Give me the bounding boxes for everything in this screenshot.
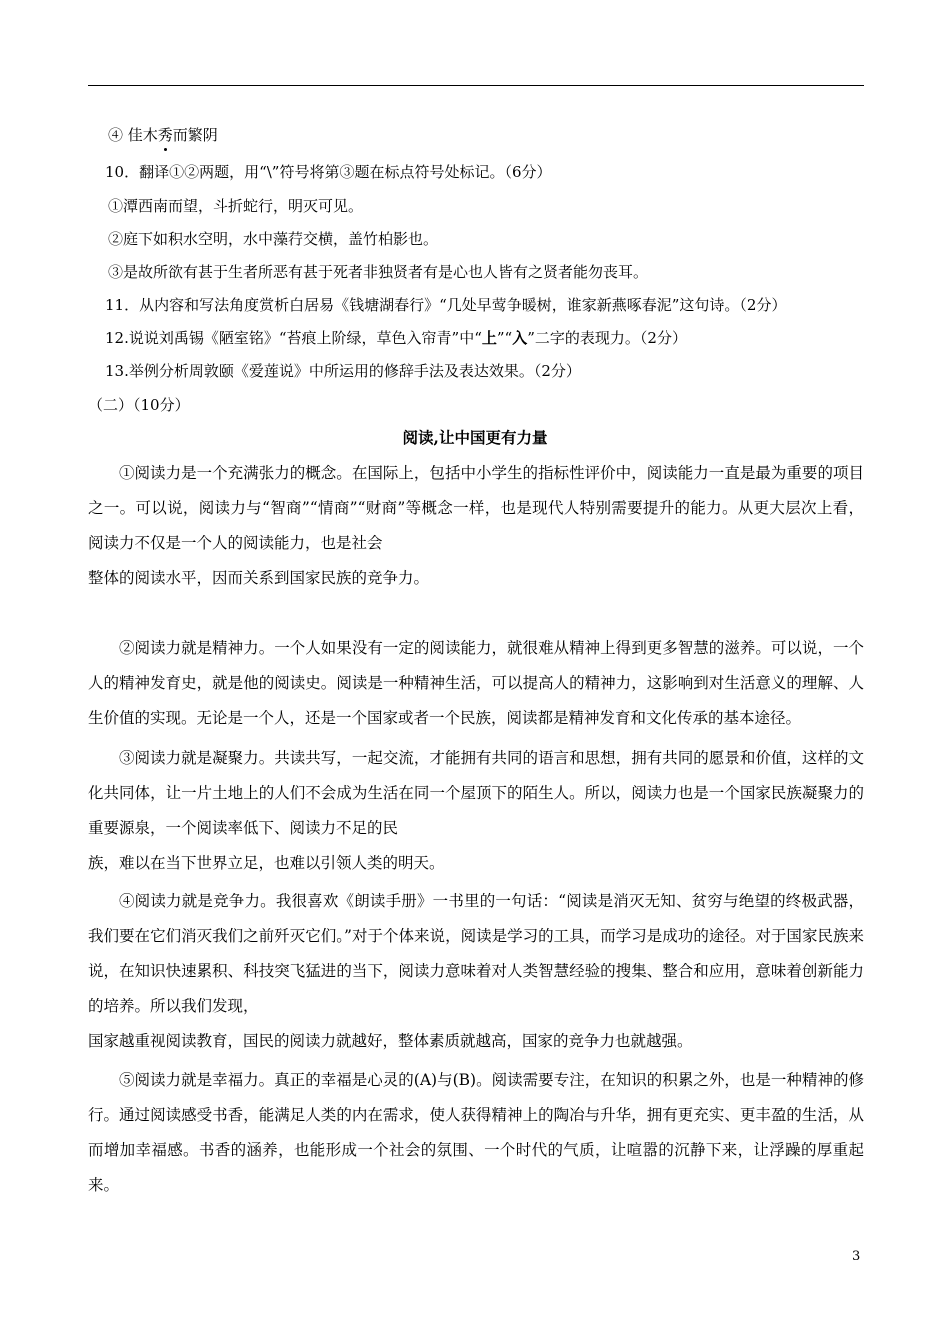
article-title: 阅读,让中国更有力量 — [402, 428, 548, 447]
question-11: 11．从内容和写法角度赏析白居易《钱塘湖春行》“几处早莺争暖树，谁家新燕啄春泥”这句诗。（2分） — [105, 296, 787, 314]
emphasis-dot-char: 秀 — [157, 126, 173, 144]
question-10-part-2: ②庭下如积水空明，水中藻荇交横，盖竹柏影也。 — [108, 230, 439, 248]
header-rule — [88, 85, 864, 86]
article-paragraph-5: ⑤阅读力就是幸福力。真正的幸福是心灵的(A)与(B)。阅读需要专注，在知识的积累之外，也是一种精神的修行。通过阅读感受书香，能满足人类的内在需求，使人获得精神上的陶冶与升华，拥有更充实、更丰盈的生活，从而增加幸福感。书香的涵养，也能形成一个社会的氛围、一个时代的气质，让喧嚣的沉静下来，让浮躁的厚重起来。 — [88, 1071, 864, 1194]
article-paragraph-1: ①阅读力是一个充满张力的概念。在国际上，包括中小学生的指标性评价中，阅读能力一直是最为重要的项目之一。可以说，阅读力与“智商”“情商”“财商”等概念一样，也是现代人特别需要提升的能力。从更大层次上看，阅读力不仅是一个人的阅读能力，也是社会 整体的阅读水平，因而关系到国家民族的竞争力。 — [88, 464, 864, 587]
question-10-part-3: ③是故所欲有甚于生者所恶有甚于死者非独贤者有是心也人皆有之贤者能勿丧耳。 — [108, 263, 649, 281]
question-10-part-1: ①潭西南而望，斗折蛇行，明灭可见。 — [108, 197, 364, 215]
page-number: 3 — [852, 1249, 861, 1264]
question-12: 12.说说刘禹锡《陋室铭》“苔痕上阶绿，草色入帘青”中“上”“入”二字的表现力。（2分） — [105, 329, 687, 347]
article-paragraph-2: ②阅读力就是精神力。一个人如果没有一定的阅读能力，就很难从精神上得到更多智慧的滋养。可以说，一个人的精神发育史，就是他的阅读史。阅读是一种精神生活，可以提高人的精神力，这影响到对生活意义的理解、人生价值的实现。无论是一个人，还是一个国家或者一个民族，阅读都是精神发育和文化传承的基本途径。 — [88, 639, 864, 727]
question-13: 13.举例分析周敦颐《爱莲说》中所运用的修辞手法及表达效果。（2分） — [105, 362, 581, 380]
question-10: 10．翻译①②两题，用“\”符号将第③题在标点符号处标记。（6分） — [105, 163, 552, 181]
question-item-4: ④ 佳木秀而繁阴 — [108, 126, 218, 144]
section-2-heading: （二）（10分） — [88, 396, 190, 414]
article-paragraph-3: ③阅读力就是凝聚力。共读共写，一起交流，才能拥有共同的语言和思想，拥有共同的愿景和价值，这样的文化共同体，让一片土地上的人们不会成为生活在同一个屋顶下的陌生人。所以，阅读力也是一个国家民族凝聚力的重要源泉，一个阅读率低下、阅读力不足的民 族，难以在当下世界立足，也难以引领人类的明天。 — [88, 749, 864, 872]
article-paragraph-4: ④阅读力就是竞争力。我很喜欢《朗读手册》一书里的一句话：“阅读是消灭无知、贫穷与绝望的终极武器，我们要在它们消灭我们之前歼灭它们。”对于个体来说，阅读是学习的工具，而学习是成功的途径。对于国家民族来说，在知识快速累积、科技突飞猛进的当下，阅读力意味着对人类智慧经验的搜集、整合和应用，意味着创新能力的培养。所以我们发现， 国家越重视阅读教育，国民的阅读力就越好，整体素质就越高，国家的竞争力也就越强。 — [88, 892, 864, 1050]
